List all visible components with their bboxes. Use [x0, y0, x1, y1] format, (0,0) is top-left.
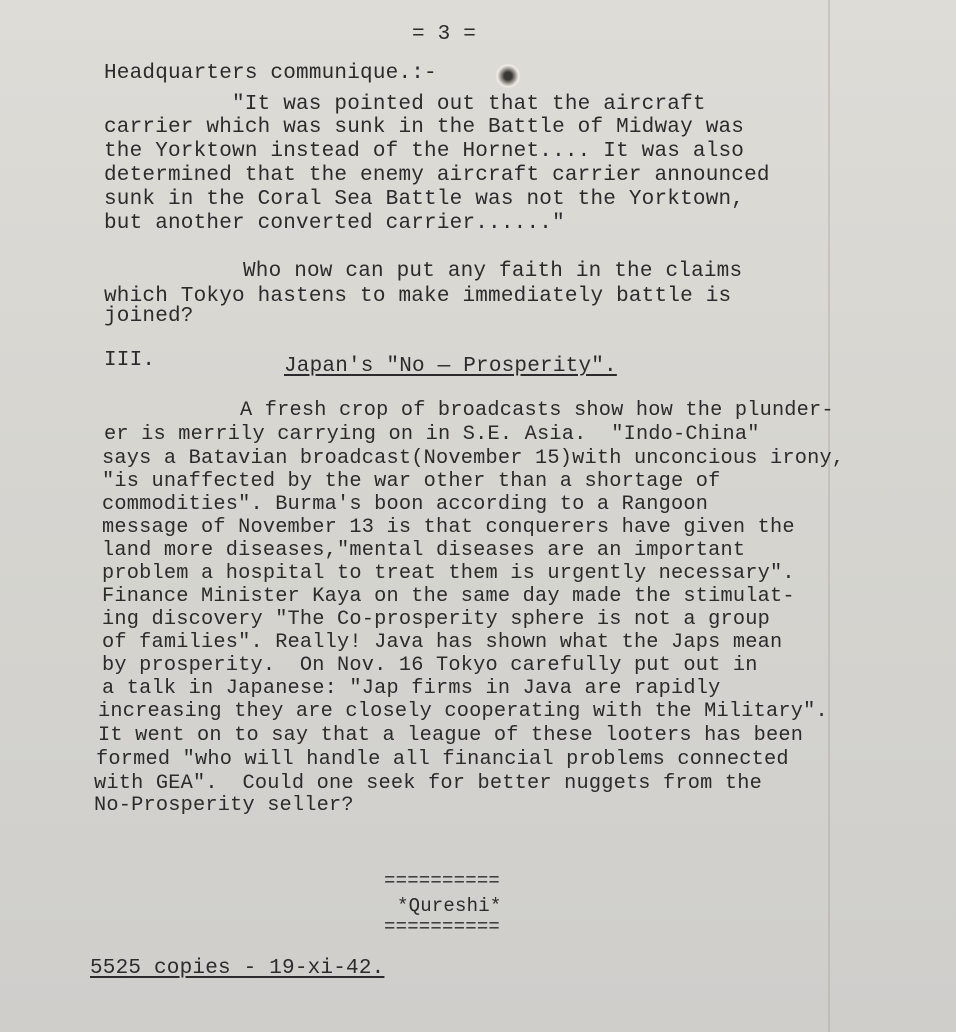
footer-copies: 5525 copies - 19-xi-42.: [90, 957, 385, 980]
divider-top: ==========: [384, 870, 501, 892]
text-line: A fresh crop of broadcasts show how the plunder-: [240, 399, 834, 422]
text-line: joined?: [104, 305, 194, 328]
text-line: message of November 13 is that conquerers have given the: [102, 516, 795, 539]
text-line: which Tokyo hastens to make immediately battle is: [104, 285, 732, 308]
text-line: It went on to say that a league of these looters has been: [98, 724, 804, 747]
text-line: Who now can put any faith in the claims: [243, 260, 743, 283]
text-line: carrier which was sunk in the Battle of Midway was: [104, 116, 745, 139]
text-line: land more diseases,"mental diseases are an important: [102, 539, 746, 562]
text-line: "It was pointed out that the aircraft: [232, 93, 706, 116]
text-line: ing discovery "The Co-prosperity sphere is not a group: [102, 608, 771, 631]
text-line: "is unaffected by the war other than a shortage of: [102, 470, 721, 493]
text-line: commodities". Burma's boon according to a Rangoon: [102, 493, 709, 516]
divider-bottom: ==========: [384, 916, 501, 938]
text-line: with GEA". Could one seek for better nuggets from the: [94, 772, 763, 795]
text-line: Headquarters communique.:-: [104, 62, 437, 85]
text-line: determined that the enemy aircraft carrier announced: [104, 164, 770, 187]
text-line: problem a hospital to treat them is urgently necessary".: [102, 562, 795, 585]
text-line: Finance Minister Kaya on the same day made the stimulat-: [102, 585, 795, 608]
section-number: III.: [104, 349, 156, 372]
text-line: formed "who will handle all financial problems connected: [96, 748, 789, 771]
signature: *Qureshi*: [397, 895, 502, 917]
punch-hole: [495, 64, 521, 88]
text-line: of families". Really! Java has shown what the Japs mean: [102, 631, 783, 654]
text-line: sunk in the Coral Sea Battle was not the Yorktown,: [104, 188, 745, 211]
text-line: says a Batavian broadcast(November 15)with unconcious irony,: [102, 447, 845, 470]
section-heading: Japan's "No — Prosperity".: [284, 355, 617, 378]
text-line: No-Prosperity seller?: [94, 794, 354, 817]
text-line: a talk in Japanese: "Jap firms in Java are rapidly: [102, 677, 721, 700]
text-line: by prosperity. On Nov. 16 Tokyo carefully put out in: [102, 654, 758, 677]
text-line: er is merrily carrying on in S.E. Asia. "Indo-China": [104, 423, 760, 446]
page-fold: [828, 0, 830, 1032]
text-line: the Yorktown instead of the Hornet.... It was also: [104, 140, 745, 163]
page-number: = 3 =: [412, 23, 477, 46]
text-line: but another converted carrier......": [104, 212, 565, 235]
text-line: increasing they are closely cooperating with the Military".: [98, 700, 828, 723]
